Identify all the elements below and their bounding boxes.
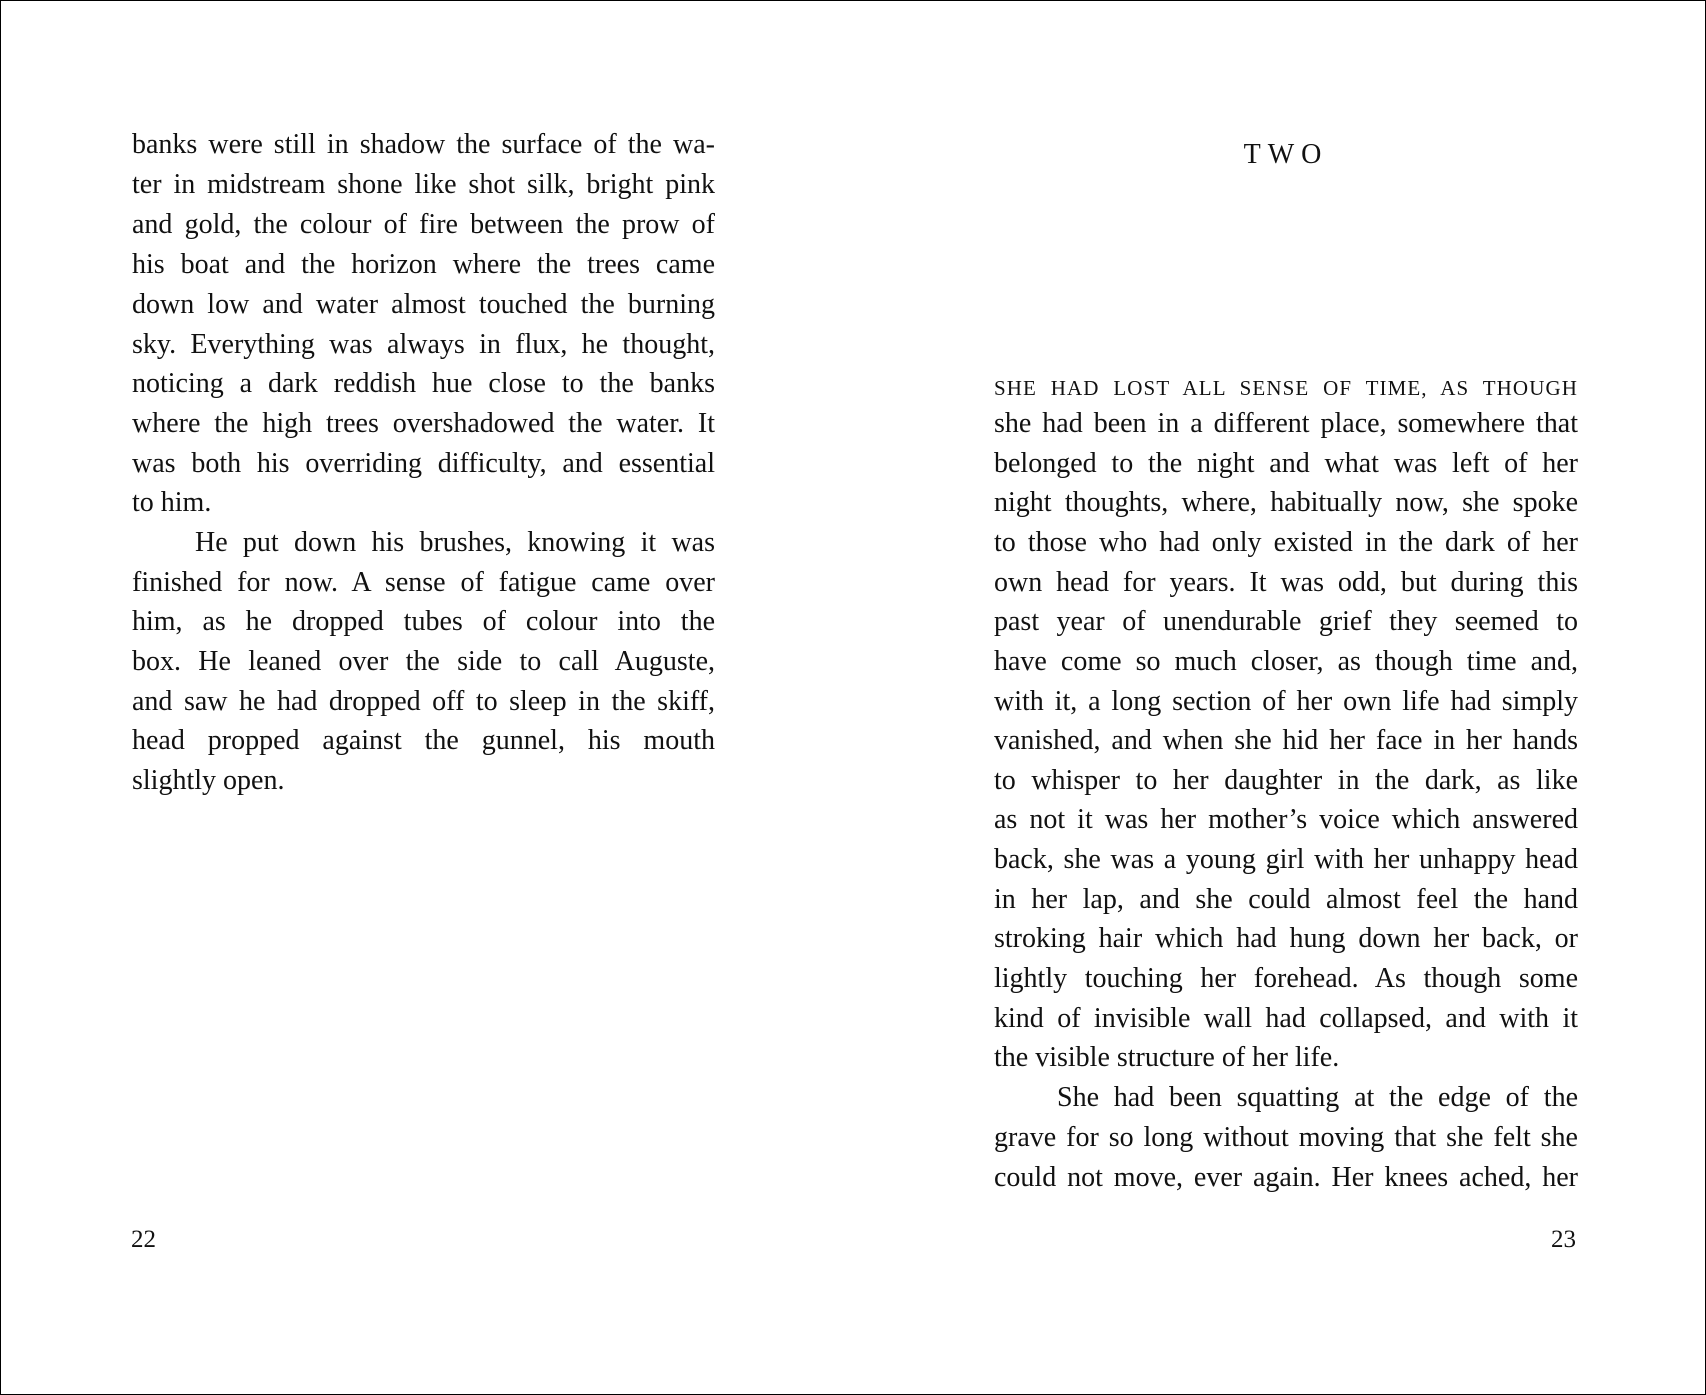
text-line: own head for years. It was odd, but during this xyxy=(994,567,1578,598)
text-line: head propped against the gunnel, his mouth xyxy=(132,725,715,756)
text-line: sky. Everything was always in flux, he thought, xyxy=(132,329,715,360)
text-line: night thoughts, where, habitually now, she spoke xyxy=(994,487,1578,518)
text-line: where the high trees overshadowed the water. It xyxy=(132,408,715,439)
text-line: him, as he dropped tubes of colour into the xyxy=(132,606,715,637)
text-line: in her lap, and she could almost feel the hand xyxy=(994,884,1578,915)
text-line: to whisper to her daughter in the dark, as like xyxy=(994,765,1578,796)
text-line: and gold, the colour of fire between the prow of xyxy=(132,209,715,240)
text-line: his boat and the horizon where the trees came xyxy=(132,249,715,280)
text-line: kind of invisible wall had collapsed, and with it xyxy=(994,1003,1578,1034)
text-line: as not it was her mother’s voice which answered xyxy=(994,804,1578,835)
text-line: and saw he had dropped off to sleep in the skiff, xyxy=(132,686,715,717)
paragraph-first-line: He put down his brushes, knowing it was xyxy=(195,527,715,558)
text-line: box. He leaned over the side to call Auguste, xyxy=(132,646,715,677)
text-line: have come so much closer, as though time and, xyxy=(994,646,1578,677)
text-line: stroking hair which had hung down her back, or xyxy=(994,923,1578,954)
text-line: grave for so long without moving that she felt she xyxy=(994,1122,1578,1153)
text-line: belonged to the night and what was left of her xyxy=(994,448,1578,479)
text-line: to him. xyxy=(132,487,212,518)
text-line: ter in midstream shone like shot silk, bright pink xyxy=(132,169,715,200)
text-line: was both his overriding difficulty, and essential xyxy=(132,448,715,479)
text-line: slightly open. xyxy=(132,765,285,796)
text-line: to those who had only existed in the dark of her xyxy=(994,527,1578,558)
chapter-title: TWO xyxy=(1243,139,1329,170)
text-line: she had been in a different place, somewhere that xyxy=(994,408,1578,439)
text-line: banks were still in shadow the surface of the wa- xyxy=(132,129,715,160)
text-line: back, she was a young girl with her unhappy head xyxy=(994,844,1578,875)
paragraph-first-line: She had been squatting at the edge of the xyxy=(1057,1082,1578,1113)
text-line: finished for now. A sense of fatigue came over xyxy=(132,567,715,598)
page-number-left: 22 xyxy=(131,1226,156,1253)
chapter-opening-line: SHE HAD LOST ALL SENSE OF TIME, AS THOUGH xyxy=(994,376,1578,400)
text-line: down low and water almost touched the burning xyxy=(132,289,715,320)
text-line: with it, a long section of her own life had simply xyxy=(994,686,1578,717)
text-line: could not move, ever again. Her knees ached, her xyxy=(994,1162,1578,1193)
text-line: lightly touching her forehead. As though some xyxy=(994,963,1578,994)
text-line: the visible structure of her life. xyxy=(994,1042,1340,1073)
text-line: vanished, and when she hid her face in her hands xyxy=(994,725,1578,756)
text-line: past year of unendurable grief they seemed to xyxy=(994,606,1578,637)
page-number-right: 23 xyxy=(1551,1226,1576,1253)
text-line: noticing a dark reddish hue close to the banks xyxy=(132,368,715,399)
